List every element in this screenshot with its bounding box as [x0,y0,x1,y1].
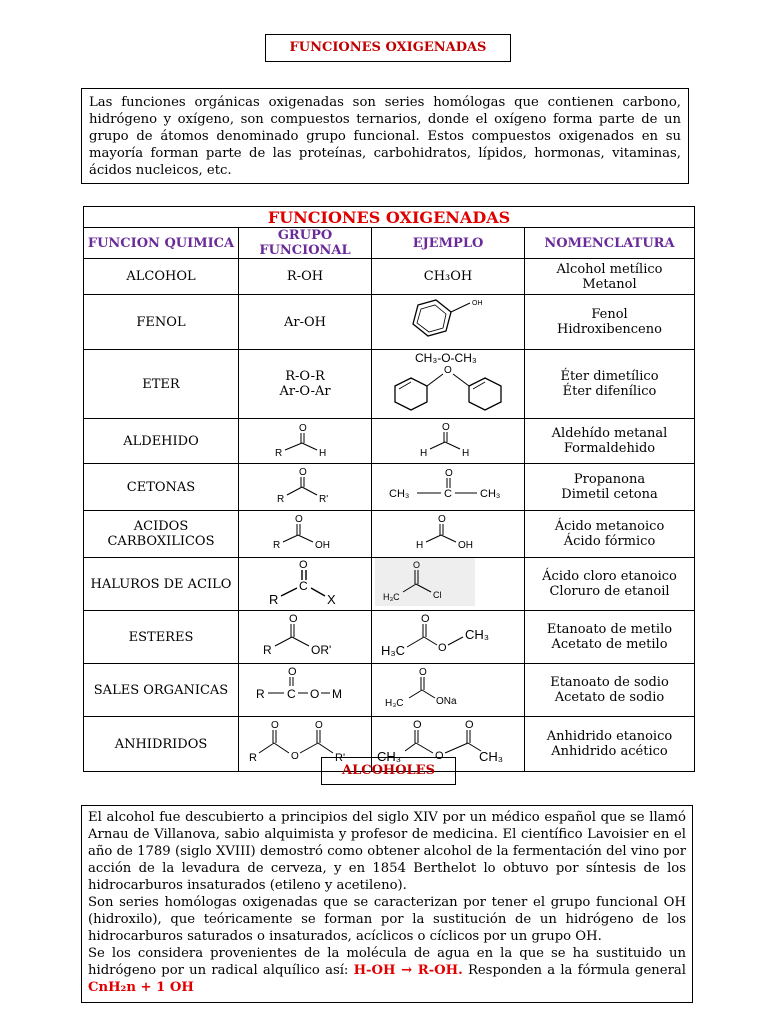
methyl-acetate-structure [375,611,521,659]
nom-line-1: Aldehído metanal [551,426,668,441]
nom-line-2: Dimetil cetona [561,487,658,502]
svg-text:C: C [287,687,296,701]
table-row [84,295,695,350]
nom-line-1: Éter dimetílico [560,369,659,384]
row-nomenclature [525,611,695,664]
row-group [239,664,372,717]
nom-line-2: Anhidrido acético [551,744,668,759]
row-name [84,511,239,558]
alcoholes-title [321,757,456,785]
row-nomenclature [525,558,695,611]
svg-text:O: O [438,642,447,654]
table-caption: FUNCIONES OXIGENADAS [84,207,695,228]
row-name: CETONAS [84,464,239,511]
row-nomenclature [525,464,695,511]
table-row [84,558,695,611]
row-name: ALDEHIDO [84,419,239,464]
svg-text:R: R [273,540,281,551]
salt-group-structure [250,664,360,712]
svg-text:O: O [315,720,323,731]
svg-text:O: O [419,667,427,678]
svg-text:C: C [299,579,308,593]
ketone-group-structure [265,464,345,506]
intro-box [81,88,689,184]
formaldehyde-structure [408,419,488,459]
table-row [84,419,695,464]
svg-text:CH₃: CH₃ [480,488,501,500]
functions-table [83,206,695,772]
svg-text:C: C [444,488,452,500]
svg-text:O: O [413,560,421,570]
svg-text:H₃C: H₃C [385,698,404,709]
svg-text:O: O [465,719,474,731]
row-group [239,464,372,511]
row-example [372,611,525,664]
alcoholes-paragraph-3 [88,945,686,996]
nom-line-2: Cloruro de etanoil [549,584,670,599]
carboxylic-group-structure [263,511,347,553]
row-group [239,350,372,419]
alcoholes-paragraph-2: Son series homólogas oxigenadas que se caracterizan por tener el grupo funcional OH (hidroxilo), que teóricamente se forman por la sustitución de un hidrógeno de los hidrocarburos saturados o insaturados, acíclicos o cíclicos por un grupo OH. [88,895,686,944]
svg-text:R: R [269,592,279,606]
sodium-acetate-structure [375,664,521,712]
nom-line-2: Hidroxibenceno [557,322,662,337]
nom-line-1: Fenol [591,307,628,322]
svg-text:O: O [442,422,450,433]
row-example [372,350,525,419]
row-group [239,611,372,664]
nom-line-1: Etanoato de sodio [550,675,669,690]
svg-text:X: X [327,592,336,606]
row-name: ETER [84,350,239,419]
nom-line-1: Etanoato de metilo [546,622,673,637]
row-nomenclature [525,419,695,464]
table-row [84,350,695,419]
svg-text:R: R [277,494,285,505]
svg-text:O: O [445,468,453,479]
name-line-2: CARBOXILICOS [107,534,215,549]
ester-group-structure [255,611,355,659]
group-line-2: Ar-O-Ar [279,384,331,399]
row-group: R-OH [239,259,372,295]
row-group [239,419,372,464]
svg-text:O: O [299,559,308,571]
svg-text:O: O [421,613,430,625]
svg-text:R: R [249,752,257,764]
name-line-1: ACIDOS [133,519,189,534]
svg-text:OH: OH [458,540,473,551]
row-example [372,295,525,350]
alcoholes-paragraph-1: El alcohol fue descubierto a principios del siglo XIV por un médico español que se llamó Arnau de Villanova, sabio alquimista y profesor de medicina. El científico Lavoisier en el año de 1789 (siglo XVIII) demostró como obtener alcohol de la fermentación del vino por acción de la levadura de cerveza, y en 1854 Berthelot lo obtuvo por síntesis de los hidrocarburos insaturados (etileno y acetileno). [88,810,686,893]
svg-text:ONa: ONa [436,696,457,707]
svg-text:R: R [256,687,265,701]
nom-line-2: Ácido fórmico [563,534,656,549]
nom-line-1: Ácido cloro etanoico [542,569,677,584]
oh-label: OH [472,300,483,307]
svg-text:O: O [289,613,298,625]
intro-text: Las funciones orgánicas oxigenadas son series homólogas que contienen carbono, hidrógeno y oxígeno, son compuestos ternarios, donde el oxígeno forma parte de un grupo de átomos denominado grupo funcional. Estos compuestos oxigenados en su mayoría forman parte de las proteínas, carbohidratos, lípidos, hormonas, vitaminas, ácidos nucleicos, etc. [89,95,681,178]
table-row [84,511,695,558]
formic-acid-structure [406,511,490,553]
nom-line-2: Éter difenílico [562,384,657,399]
acyl-halide-group-structure [255,558,355,606]
page-title [265,34,511,62]
nom-line-2: Acetato de sodio [554,690,665,705]
alcoholes-box [81,805,693,1003]
svg-text:H: H [462,448,470,459]
row-name: HALUROS DE ACILO [84,558,239,611]
table-row [84,259,695,295]
acetyl-chloride-structure [375,558,521,606]
svg-text:R: R [263,643,272,657]
acetone-structure [375,464,521,506]
row-name: ESTERES [84,611,239,664]
alcoholes-p3-end: Responden a la fórmula general [467,963,686,978]
nom-line-1: Alcohol metílico [556,261,663,277]
row-example [372,464,525,511]
svg-text:M: M [332,687,342,701]
row-nomenclature [525,350,695,419]
ether-structure [375,350,521,414]
alcoholes-p3-text: Se los considera provenientes de la molécula de agua en la que se ha sustituido un hidrógeno por un radical alquílico así: [88,946,686,978]
header-nomenclatura: NOMENCLATURA [525,228,695,259]
svg-text:O: O [288,666,297,678]
header-ejemplo: EJEMPLO [372,228,525,259]
svg-text:O: O [413,719,422,731]
nom-line-1: Ácido metanoico [554,519,665,534]
nom-line-1: Anhidrido etanoico [546,729,673,744]
svg-text:O: O [299,423,307,434]
svg-text:O: O [310,687,320,701]
svg-text:CH₃: CH₃ [377,749,402,764]
svg-text:H: H [319,448,327,459]
svg-text:O: O [299,467,307,478]
row-name: FENOL [84,295,239,350]
row-name: ALCOHOL [84,259,239,295]
nom-line-2: Metanol [582,276,637,292]
table-row [84,464,695,511]
table-row [84,664,695,717]
row-nomenclature [525,511,695,558]
row-nomenclature [525,717,695,772]
row-group: Ar-OH [239,295,372,350]
svg-text:O: O [271,720,279,731]
nom-line-2: Formaldehido [563,441,656,456]
svg-text:OH: OH [315,540,330,551]
svg-text:CH₃: CH₃ [465,627,490,642]
row-nomenclature [525,664,695,717]
alcoholes-title-text: ALCOHOLES [342,763,435,778]
group-line-1: R-O-R [285,369,325,384]
phenol-structure [388,295,508,345]
svg-text:R: R [275,448,283,459]
row-nomenclature [525,295,695,350]
svg-text:OR': OR' [311,643,332,657]
svg-text:O: O [291,751,299,762]
svg-text:H₃C: H₃C [383,592,400,602]
svg-text:O: O [435,750,444,762]
row-example [372,558,525,611]
header-grupo: GRUPO FUNCIONAL [239,228,372,259]
svg-text:CH₃: CH₃ [479,749,504,764]
nom-line-1: Propanona [573,472,646,487]
o-label: O [444,365,452,376]
row-example: CH₃OH [372,259,525,295]
svg-text:O: O [295,514,303,525]
nom-line-2: Acetato de metilo [551,637,668,652]
svg-text:H: H [420,448,428,459]
row-example [372,511,525,558]
svg-text:R': R' [335,752,346,764]
table-row [84,611,695,664]
row-example [372,664,525,717]
ether-formula: CH₃-O-CH₃ [415,351,477,365]
svg-text:H: H [416,540,424,551]
header-funcion: FUNCION QUIMICA [84,228,239,259]
alcoholes-reaction: H-OH → R-OH. [353,963,463,978]
svg-text:O: O [438,514,446,525]
row-name: SALES ORGANICAS [84,664,239,717]
aldehyde-group-structure [265,419,345,459]
row-name: ANHIDRIDOS [84,717,239,772]
svg-text:R': R' [319,494,329,505]
svg-text:CH₃: CH₃ [389,488,410,500]
row-group [239,511,372,558]
row-group [239,558,372,611]
svg-text:H₃C: H₃C [381,643,406,658]
row-nomenclature [525,259,695,295]
row-example [372,419,525,464]
page-title-text: FUNCIONES OXIGENADAS [289,40,487,55]
svg-text:Cl: Cl [433,590,442,600]
general-formula: CnH₂n + 1 OH [88,980,194,995]
